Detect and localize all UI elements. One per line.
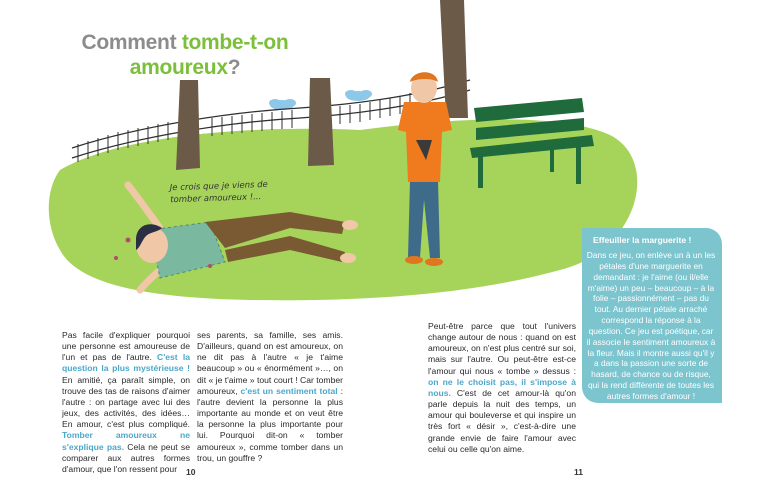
text-column-2 bbox=[197, 330, 343, 464]
highlight-text: C'est la question la plus mystérieuse ! bbox=[62, 352, 190, 374]
highlight-text: Tomber amoureux ne s'explique pas. bbox=[62, 430, 190, 452]
paragraph-span: Cela ne peut se comparer aux autres formes d'amour, que l'on ressent pour bbox=[62, 441, 190, 474]
text-column-1 bbox=[62, 330, 190, 475]
paragraph-span: ses parents, sa famille, ses amis. D'ailleurs, quand on est amoureux, on ne dit pas à l'autre « je t'aime beaucoup » ou « énormément »…, on dit « je t'aime » tout court ! Car tomber amoureux, bbox=[197, 330, 343, 396]
highlight-text: on ne le choisit pas, il s'impose à nous. bbox=[428, 376, 576, 398]
tree-trunk bbox=[440, 0, 468, 118]
highlight-text: c'est un sentiment total bbox=[240, 385, 338, 396]
speech-text: Je crois que je viens de tomber amoureux !... bbox=[169, 179, 269, 206]
paragraph-span: Pas facile d'expliquer pourquoi une personne est amoureuse de l'un et pas de l'autre. bbox=[62, 330, 190, 363]
cloud-icon bbox=[345, 90, 372, 101]
title-part4: ? bbox=[227, 56, 241, 79]
paragraph-span: C'est de cet amour-là qu'on parle depuis la nuit des temps, un amour qui bouleverse et qui inspire un très fort « désir », c'est-à-dire une grande envie de faire l'amour avec celui ou celle qu'on aime. bbox=[428, 387, 576, 454]
title-part3: amoureux bbox=[129, 56, 228, 79]
tree-trunk bbox=[176, 80, 200, 170]
paragraph-span: En amitié, ça paraît simple, on trouve des tas de raisons d'aimer l'autre : on partage avec lui des jeux, des activités, des idées… En amour, c'est plus compliqué. bbox=[62, 374, 190, 430]
sidebar-box-text: Dans ce jeu, on enlève un à un les pétales d'une marguerite en demandant : je l'aime (ou il/elle m'aime) un peu – beaucoup – à la folie – passionnément – pas du tout. Au dernier pétale arraché correspond la réponse à la question. Ce jeu est poétique, car il associe le sentiment amoureux à la fleur. Mais il montre aussi qu'il y a dans la passion une sorte de hasard, de chance ou de risque, qui la rend différente de toutes les autres formes d'amour ! bbox=[586, 250, 716, 401]
tree-trunk bbox=[308, 78, 334, 166]
paragraph-span: : l'autre devient la personne la plus importante au monde et on veut être la personne la plus importante pour lui. Pourquoi dit-on « tomber amoureux », comme tomber dans un trou, un gouffre ? bbox=[197, 385, 343, 463]
page-number-left: 10 bbox=[186, 467, 196, 477]
title-part1: Comment bbox=[81, 31, 182, 54]
page-number-right: 11 bbox=[574, 467, 583, 477]
sidebar-box-title: Effeuiller la marguerite ! bbox=[593, 235, 692, 245]
paragraph-span: Peut-être parce que tout l'univers change autour de nous : quand on est amoureux, on n'est plus centré sur soi, mais sur l'autre. Ou peut-être est-ce l'amour qui nous « tombe » dessus : bbox=[428, 321, 576, 376]
text-column-3 bbox=[428, 321, 576, 455]
title-part2: tombe-t-on bbox=[181, 31, 289, 54]
page-title bbox=[70, 30, 300, 80]
